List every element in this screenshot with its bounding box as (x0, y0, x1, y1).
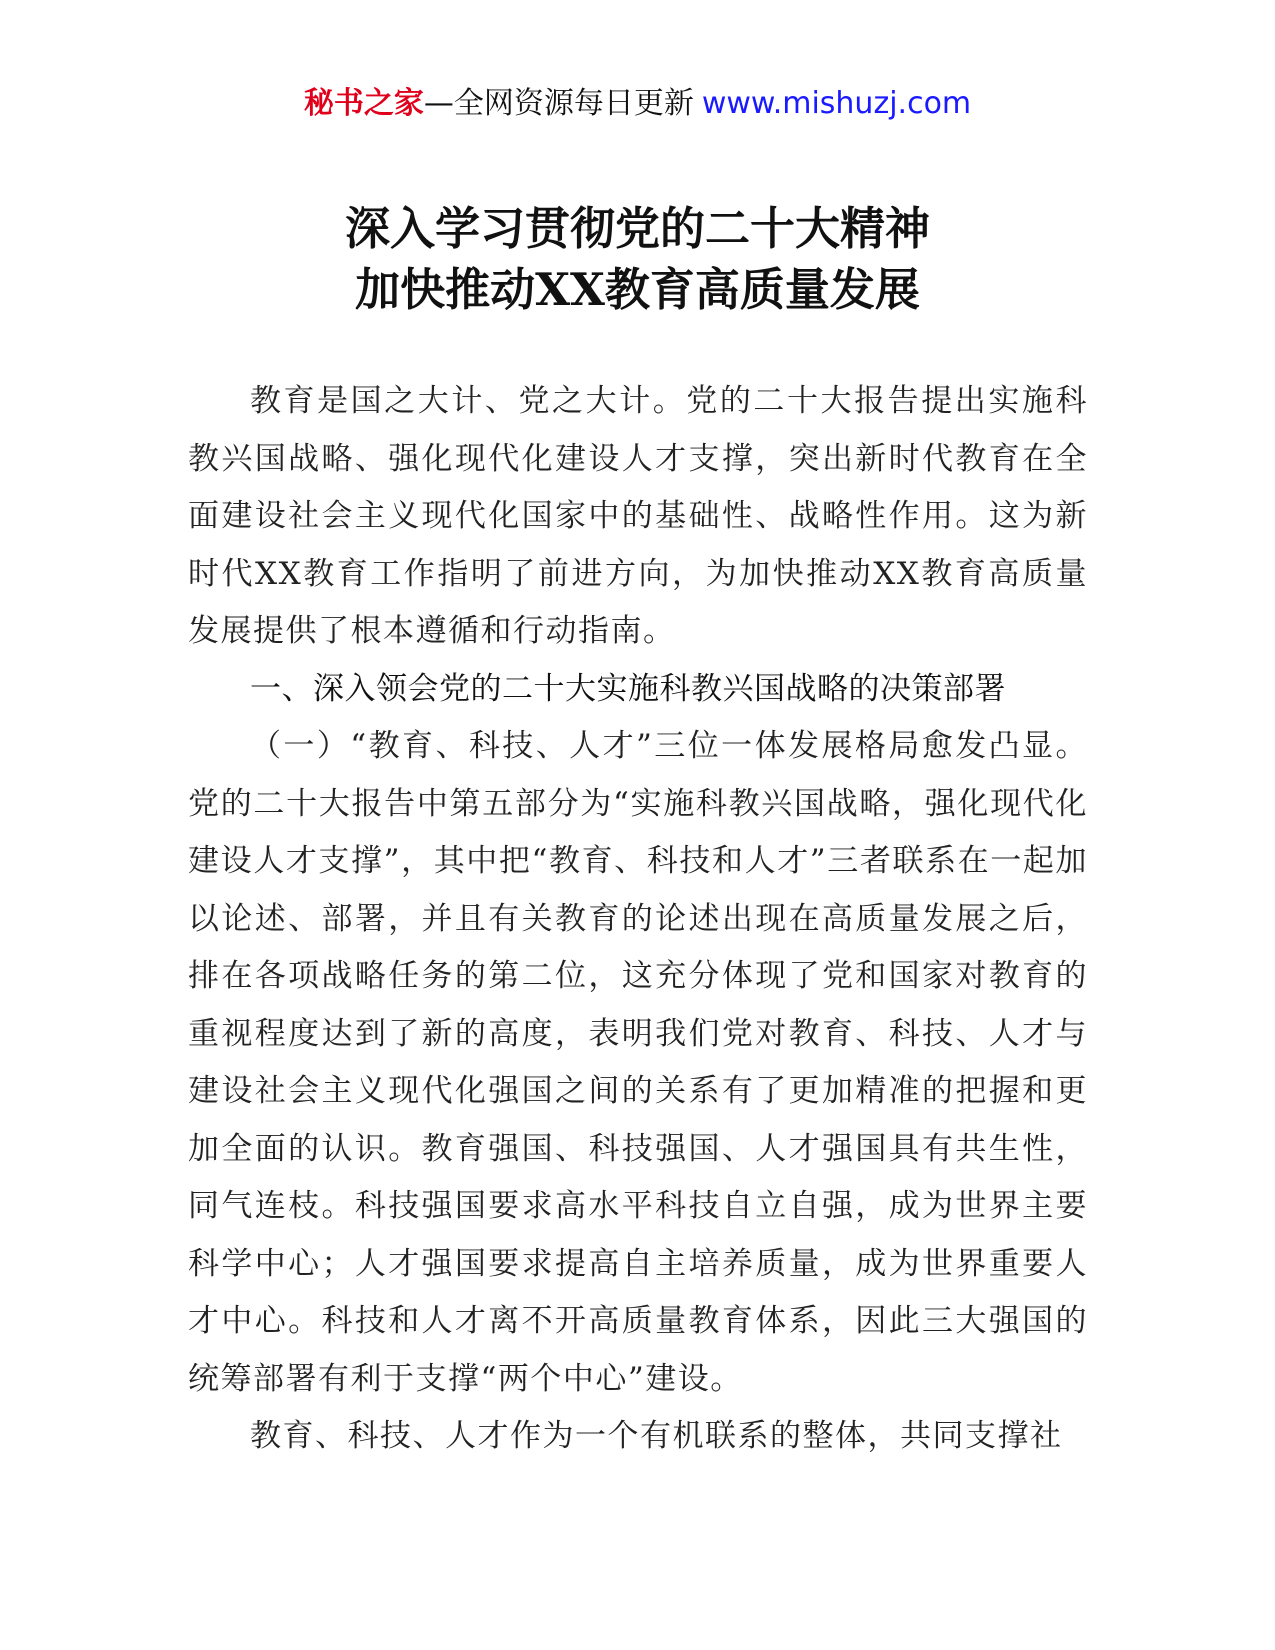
brand-name: 秘书之家 (303, 86, 424, 121)
paragraph-section-1-2: 教育、科技、人才作为一个有机联系的整体，共同支撑社 (250, 1418, 1063, 1454)
section-heading-1: 一、深入领会党的二十大实施科教兴国战略的决策部署 (250, 670, 1006, 707)
title-line-2: 加快推动XX教育高质量发展 (355, 263, 920, 316)
site-header (0, 84, 1275, 124)
header-tagline: —全网资源每日更新 (423, 86, 694, 121)
title-line-1: 深入学习贯彻党的二十大精神 (344, 202, 930, 255)
document-body (188, 373, 1088, 1466)
paragraph-intro: 教育是国之大计、党之大计。党的二十大报告提出实施科教兴国战略、强化现代化建设人才支撑，突出新时代教育在全面建设社会主义现代化国家中的基础性、战略性作用。这为新时代XX教育工作指明了前进方向，为加快推动XX教育高质量发展提供了根本遵循和行动指南。 (188, 383, 1088, 649)
paragraph-section-1-1: （一）“教育、科技、人才”三位一体发展格局愈发凸显。党的二十大报告中第五部分为“实施科教兴国战略，强化现代化建设人才支撑”，其中把“教育、科技和人才”三者联系在一起加以论述、部署，并且有关教育的论述出现在高质量发展之后，排在各项战略任务的第二位，这充分体现了党和国家对教育的重视程度达到了新的高度，表明我们党对教育、科技、人才与建设社会主义现代化强国之间的关系有了更加精准的把握和更加全面的认识。教育强国、科技强国、人才强国具有共生性，同气连枝。科技强国要求高水平科技自立自强，成为世界主要科学中心；人才强国要求提高自主培养质量，成为世界重要人才中心。科技和人才离不开高质量教育体系，因此三大强国的统筹部署有利于支撑“两个中心”建设。 (188, 728, 1088, 1397)
site-url-link[interactable]: www.mishuzj.com (701, 86, 972, 121)
document-title (0, 198, 1275, 320)
